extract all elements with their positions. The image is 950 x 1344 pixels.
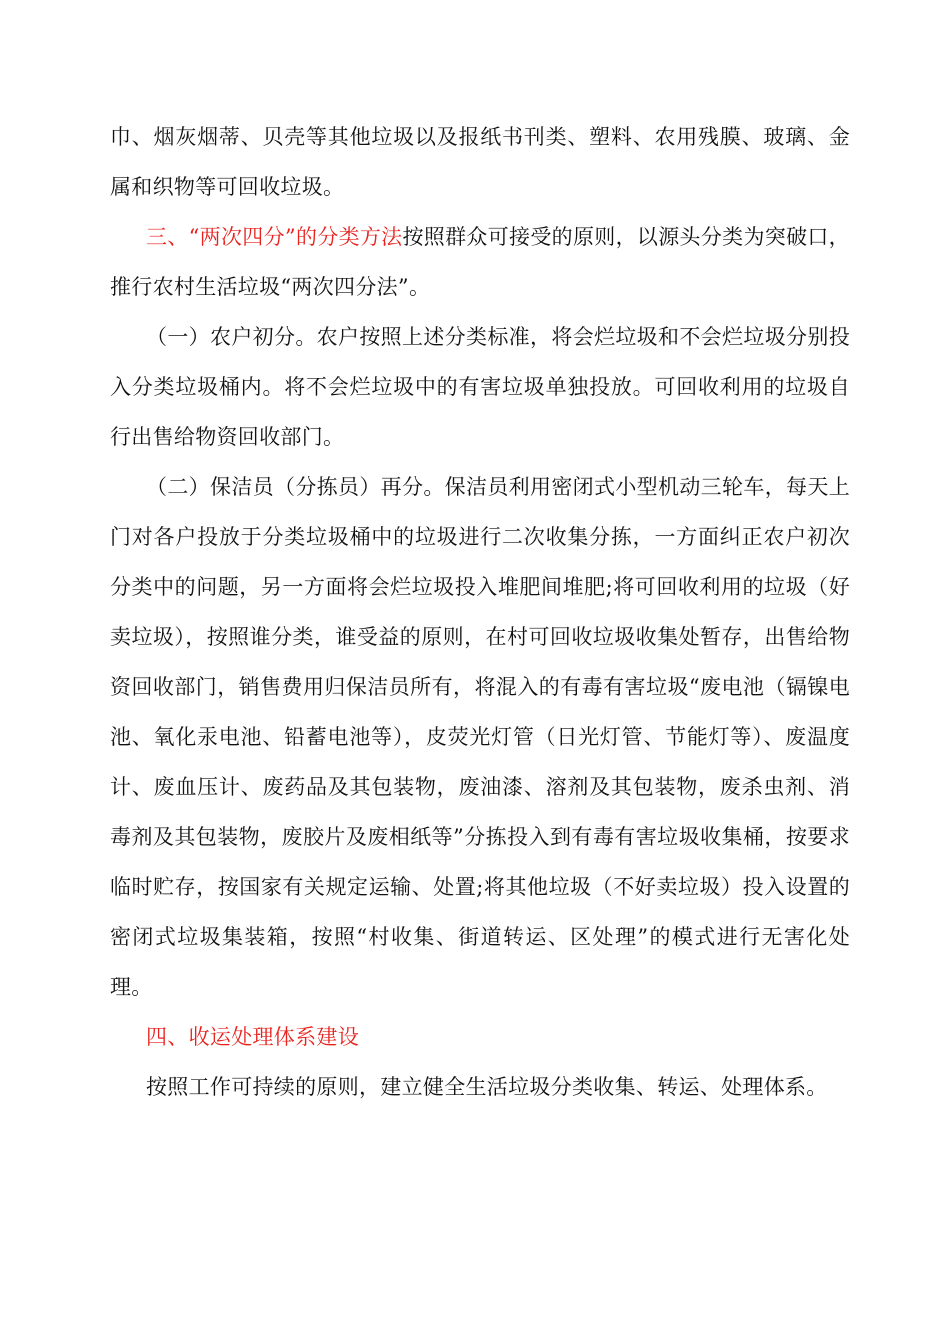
section-four-heading: 四、收运处理体系建设: [146, 1025, 359, 1049]
paragraph-household-sorting: （一）农户初分。农户按照上述分类标准，将会烂垃圾和不会烂垃圾分别投入分类垃圾桶内。将不会烂垃圾中的有害垃圾单独投放。可回收利用的垃圾自行出售给物资回收部门。: [110, 325, 850, 449]
paragraph-system-building: 按照工作可持续的原则，建立健全生活垃圾分类收集、转运、处理体系。: [146, 1075, 828, 1099]
section-three-heading: 三、“两次四分”的分类方法: [146, 225, 403, 249]
paragraph-section-three: [110, 212, 850, 312]
section-three-body: 按照群众可接受的原则，以源头分类为突破口，推行农村生活垃圾“两次四分法”。: [110, 225, 850, 299]
document-body: [110, 112, 850, 1112]
paragraph-cleaner-sorting: （二）保洁员（分拣员）再分。保洁员利用密闭式小型机动三轮车，每天上门对各户投放于分类垃圾桶中的垃圾进行二次收集分拣，一方面纠正农户初次分类中的问题，另一方面将会烂垃圾投入堆肥间堆肥;将可回收利用的垃圾（好卖垃圾），按照谁分类，谁受益的原则，在村可回收垃圾收集处暂存，出售给物资回收部门，销售费用归保洁员所有，将混入的有毒有害垃圾“废电池（镉镍电池、氧化汞电池、铅蓄电池等），皮荧光灯管（日光灯管、节能灯等）、废温度计、废血压计、废药品及其包装物，废油漆、溶剂及其包装物，废杀虫剂、消毒剂及其包装物，废胶片及废相纸等”分拣投入到有毒有害垃圾收集桶，按要求临时贮存，按国家有关规定运输、处置;将其他垃圾（不好卖垃圾）投入设置的密闭式垃圾集装箱，按照“村收集、街道转运、区处理”的模式进行无害化处理。: [110, 475, 850, 999]
paragraph-continuation: 巾、烟灰烟蒂、贝壳等其他垃圾以及报纸书刊类、塑料、农用残膜、玻璃、金属和织物等可回收垃圾。: [110, 125, 850, 199]
